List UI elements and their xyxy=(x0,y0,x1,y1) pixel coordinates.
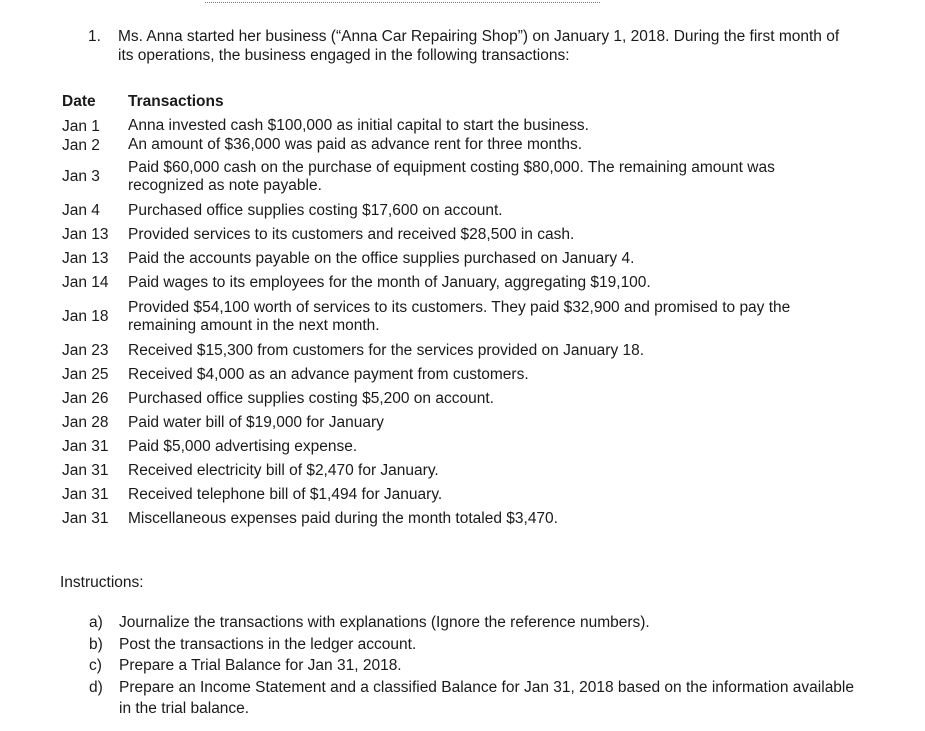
row-transaction: Purchased office supplies costing $5,200 on account. xyxy=(128,389,494,407)
row-date: Jan 13 xyxy=(62,226,109,243)
row-transaction: Provided services to its customers and received $28,500 in cash. xyxy=(128,225,575,243)
table-row xyxy=(62,223,842,247)
row-date: Jan 25 xyxy=(62,366,109,383)
instructions-label: Instructions: xyxy=(60,574,144,591)
table-row xyxy=(62,199,842,223)
table-row xyxy=(62,136,842,155)
table-row xyxy=(62,155,842,199)
row-transaction: Received telephone bill of $1,494 for January. xyxy=(128,485,443,503)
row-transaction: Received $4,000 as an advance payment from customers. xyxy=(128,365,529,383)
row-transaction: Paid $5,000 advertising expense. xyxy=(128,437,358,455)
list-item xyxy=(89,677,859,720)
row-date: Jan 2 xyxy=(62,136,100,154)
item-text: Prepare a Trial Balance for Jan 31, 2018. xyxy=(119,657,402,674)
table-row xyxy=(62,295,842,339)
row-transaction: Paid the accounts payable on the office supplies purchased on January 4. xyxy=(128,249,635,267)
header-transactions: Transactions xyxy=(128,93,224,110)
problem-text: Ms. Anna started her business (“Anna Car Repairing Shop”) on January 1, 2018. During the first month of its operations, the business engaged in the following transactions: xyxy=(118,28,840,64)
table-row xyxy=(62,339,842,363)
table-row xyxy=(62,483,842,507)
table-row xyxy=(62,435,842,459)
row-date: Jan 1 xyxy=(62,117,100,135)
row-date: Jan 31 xyxy=(62,462,109,479)
row-date: Jan 26 xyxy=(62,390,109,407)
list-item xyxy=(89,612,859,634)
row-date: Jan 14 xyxy=(62,274,109,291)
row-date: Jan 23 xyxy=(62,342,109,359)
table-row xyxy=(62,507,842,531)
transactions-header xyxy=(62,92,224,112)
row-transaction: Received $15,300 from customers for the services provided on January 18. xyxy=(128,341,645,359)
row-date: Jan 28 xyxy=(62,414,109,431)
row-transaction: Paid wages to its employees for the month of January, aggregating $19,100. xyxy=(128,273,651,291)
item-text: Post the transactions in the ledger account. xyxy=(119,635,417,653)
row-transaction: Paid $60,000 cash on the purchase of equipment costing $80,000. The remaining amount was recognized as note payable. xyxy=(128,158,775,194)
table-row xyxy=(62,411,842,435)
row-date: Jan 18 xyxy=(62,308,109,325)
header-date: Date xyxy=(62,93,96,110)
table-row xyxy=(62,247,842,271)
list-item xyxy=(89,655,859,677)
instructions-list xyxy=(89,612,859,720)
row-transaction: Anna invested cash $100,000 as initial capital to start the business. xyxy=(128,117,589,135)
table-row xyxy=(62,459,842,483)
item-text: Journalize the transactions with explanations (Ignore the reference numbers). xyxy=(119,614,650,631)
row-transaction: Paid water bill of $19,000 for January xyxy=(128,413,384,431)
item-key: a) xyxy=(89,614,103,631)
item-key: b) xyxy=(89,635,103,653)
item-text: Prepare an Income Statement and a classified Balance for Jan 31, 2018 based on the information available in the trial balance. xyxy=(119,678,854,717)
problem-statement xyxy=(88,27,848,65)
list-item xyxy=(89,634,859,656)
row-transaction: Provided $54,100 worth of services to its customers. They paid $32,900 and promised to pay the remaining amount in the next month. xyxy=(128,298,791,334)
row-date: Jan 31 xyxy=(62,510,109,527)
problem-number: 1. xyxy=(88,28,101,45)
table-row xyxy=(62,117,842,136)
table-row xyxy=(62,271,842,295)
row-transaction: Miscellaneous expenses paid during the month totaled $3,470. xyxy=(128,509,558,527)
row-date: Jan 13 xyxy=(62,250,109,267)
item-key: c) xyxy=(89,657,102,674)
row-date: Jan 31 xyxy=(62,486,109,503)
transactions-table xyxy=(62,117,842,531)
row-transaction: Purchased office supplies costing $17,600 on account. xyxy=(128,201,503,219)
row-date: Jan 3 xyxy=(62,168,100,185)
row-transaction: Received electricity bill of $2,470 for January. xyxy=(128,461,439,479)
row-date: Jan 4 xyxy=(62,202,100,219)
row-date: Jan 31 xyxy=(62,438,109,455)
table-row xyxy=(62,387,842,411)
top-dotted-rule xyxy=(205,0,600,3)
table-row xyxy=(62,363,842,387)
row-transaction: An amount of $36,000 was paid as advance rent for three months. xyxy=(128,136,583,154)
item-key: d) xyxy=(89,678,103,696)
